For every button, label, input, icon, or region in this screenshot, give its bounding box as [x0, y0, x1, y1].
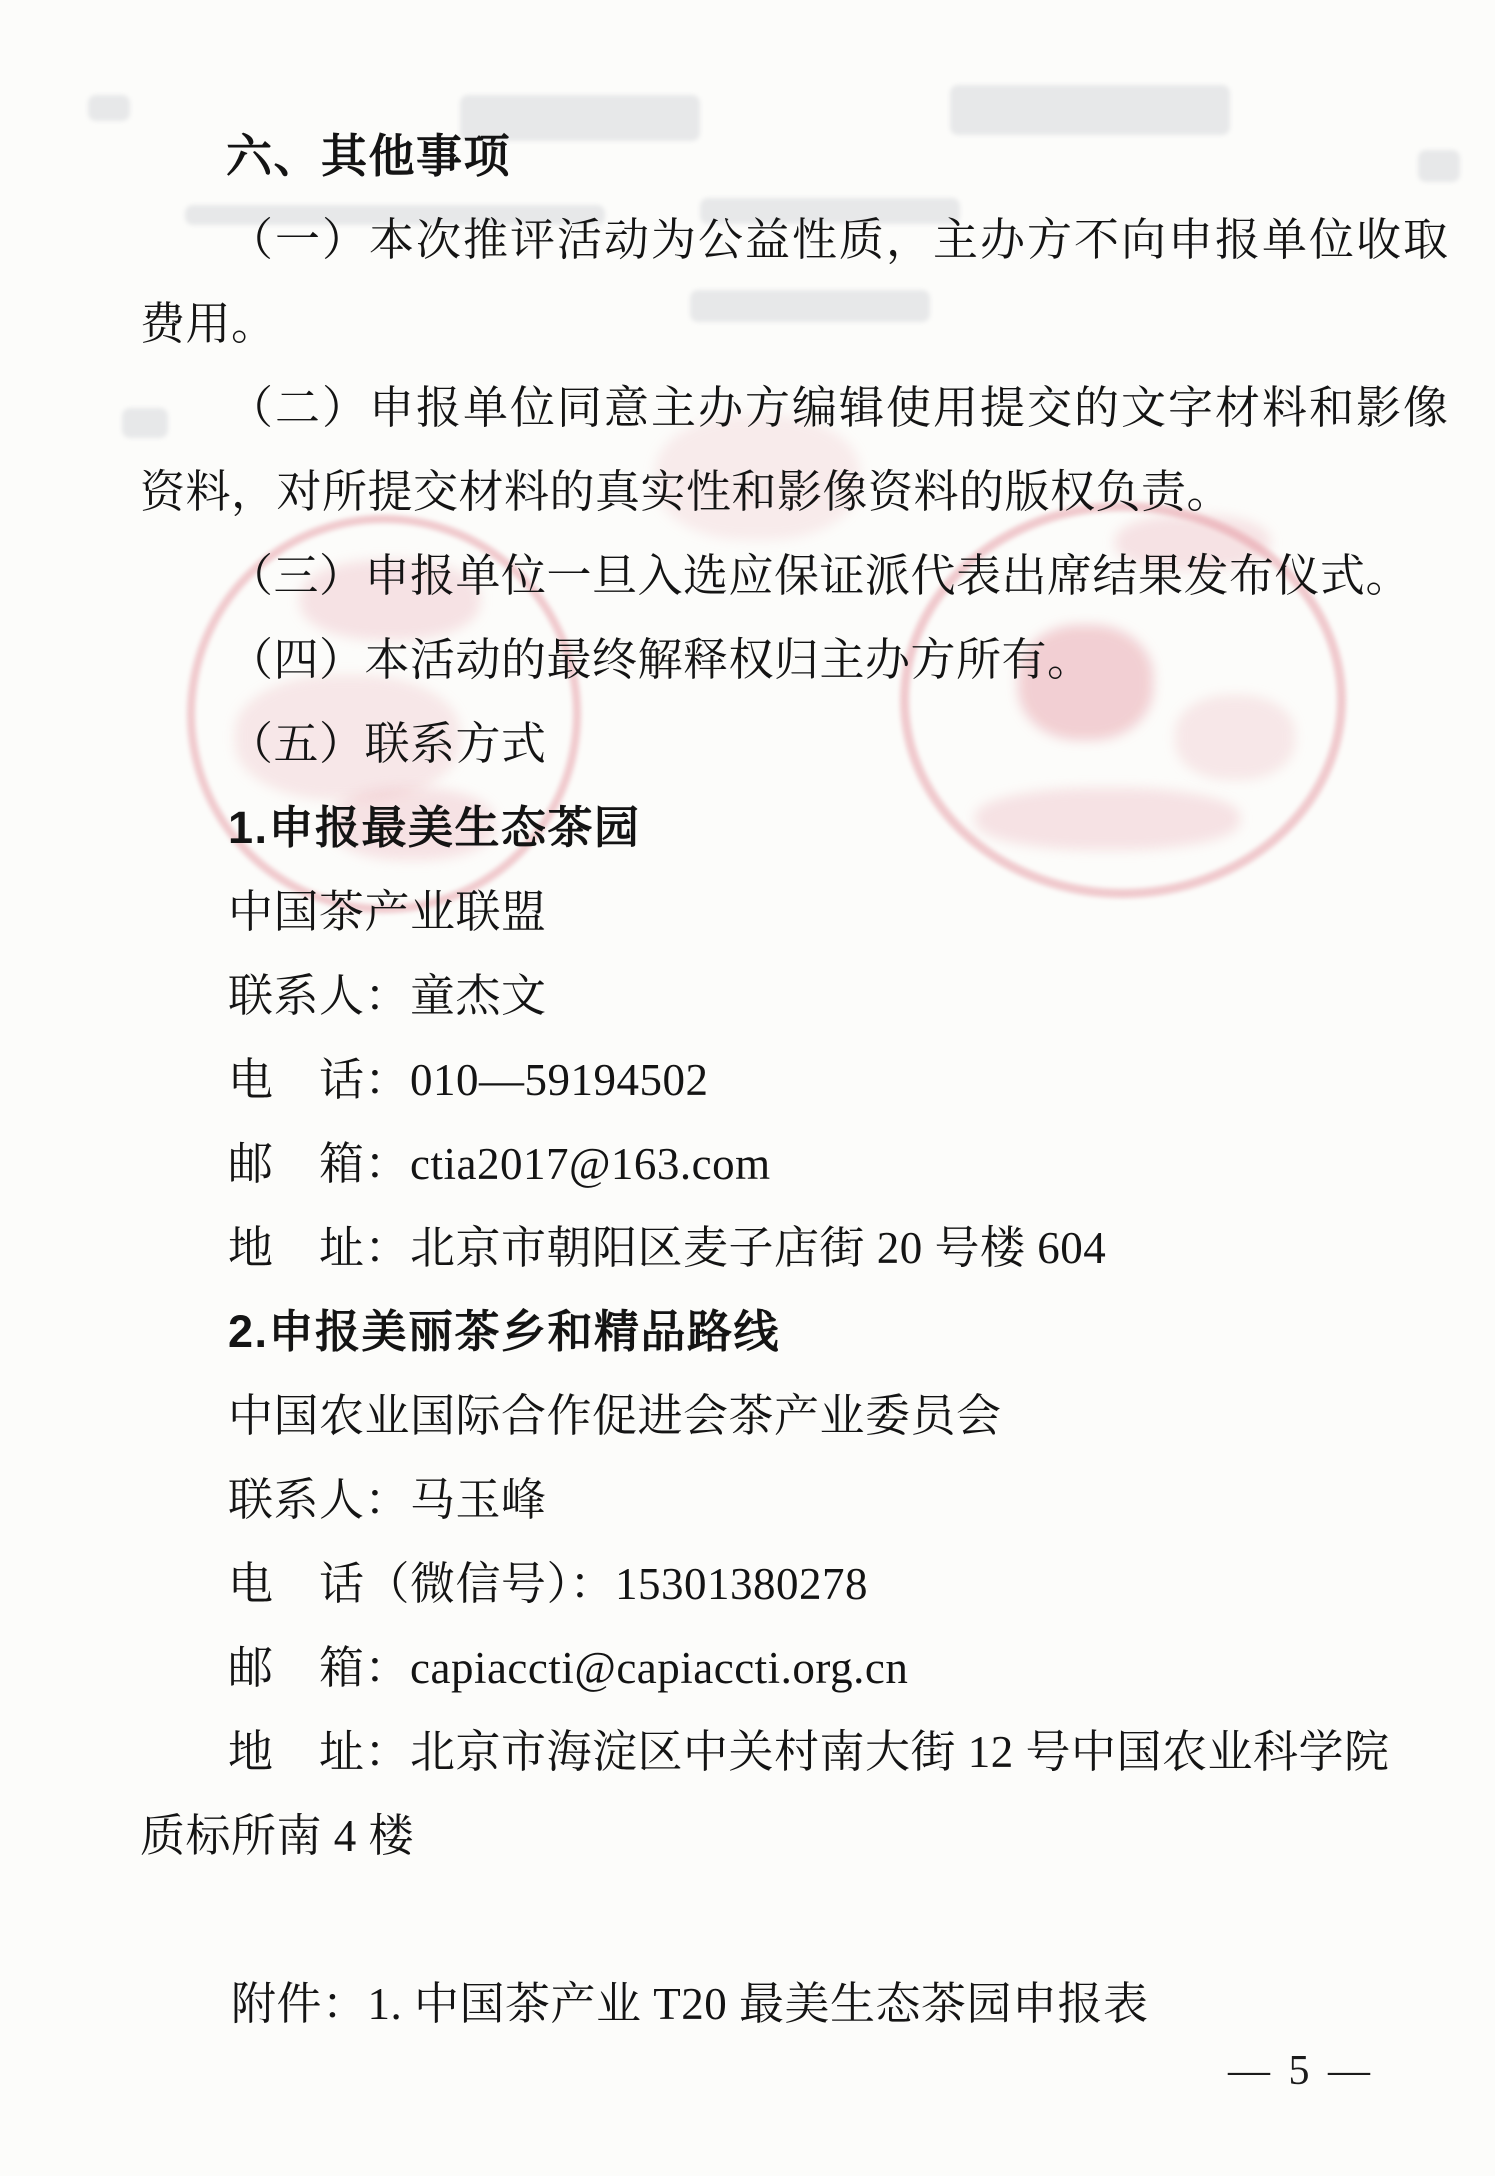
clause-5: （五）联系方式: [228, 719, 547, 769]
bleed-through-mark: [950, 85, 1230, 135]
clause-2-line-1: （二）申报单位同意主办方编辑使用提交的文字材料和影像: [228, 383, 1451, 433]
bleed-through-mark: [122, 408, 168, 438]
contact2-address-line-2: 质标所南 4 楼: [140, 1811, 415, 1861]
seal-fragment: [1175, 695, 1295, 780]
clause-3: （三）申报单位一旦入选应保证派代表出席结果发布仪式。: [228, 551, 1412, 601]
subsection-1-heading: 1.申报最美生态茶园: [228, 802, 641, 853]
bleed-through-mark: [1418, 150, 1460, 182]
contact2-address-line-1: 地 址：北京市海淀区中关村南大街 12 号中国农业科学院: [228, 1727, 1390, 1777]
contact1-email: 邮 箱：ctia2017@163.com: [228, 1139, 771, 1189]
contact1-phone: 电 话：010—59194502: [228, 1055, 709, 1105]
contact2-email: 邮 箱：capiaccti@capiaccti.org.cn: [228, 1643, 909, 1693]
contact1-person: 联系人：童杰文: [228, 971, 547, 1021]
contact1-address: 地 址：北京市朝阳区麦子店街 20 号楼 604: [228, 1223, 1107, 1273]
contact1-org: 中国茶产业联盟: [228, 887, 547, 937]
contact2-phone: 电 话（微信号）：15301380278: [228, 1559, 869, 1609]
clause-4: （四）本活动的最终解释权归主办方所有。: [228, 635, 1093, 685]
section-heading: 六、其他事项: [226, 130, 511, 182]
clause-1-line-2: 费用。: [140, 299, 277, 349]
subsection-2-heading: 2.申报美丽茶乡和精品路线: [228, 1306, 781, 1357]
clause-1-line-1: （一）本次推评活动为公益性质，主办方不向申报单位收取: [228, 215, 1451, 265]
page-number: — 5 —: [1228, 2048, 1374, 2094]
clause-2-line-2: 资料，对所提交材料的真实性和影像资料的版权负责。: [140, 467, 1233, 517]
attachment-line: 附件：1. 中国茶产业 T20 最美生态茶园申报表: [231, 1979, 1149, 2029]
contact2-org: 中国农业国际合作促进会茶产业委员会: [228, 1391, 1002, 1441]
bleed-through-mark: [690, 290, 930, 322]
bleed-through-mark: [88, 95, 130, 121]
seal-fragment: [975, 788, 1240, 850]
contact2-person: 联系人：马玉峰: [228, 1475, 547, 1525]
